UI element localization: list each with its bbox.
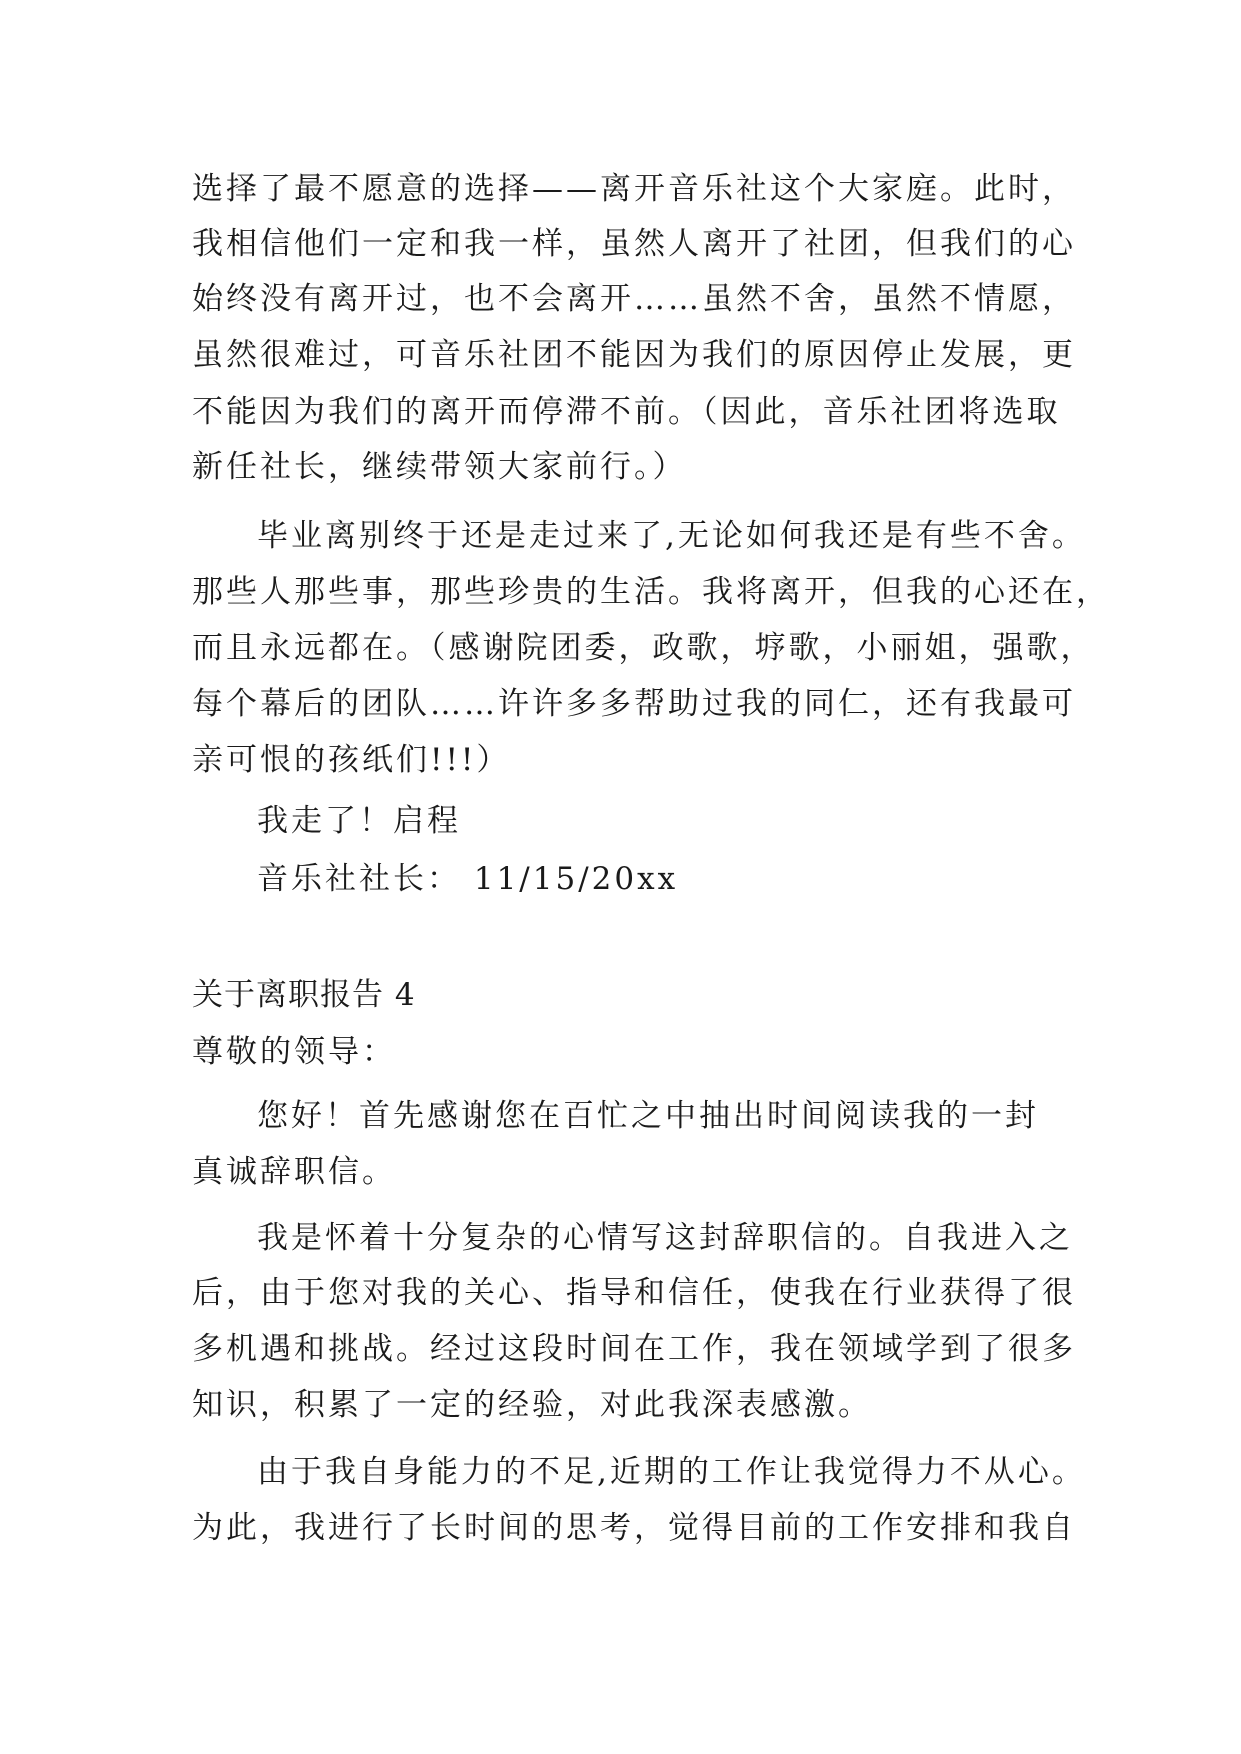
text-line: 而且永远都在。（感谢院团委，政歌，垿歌，小丽姐，强歌， — [192, 630, 1095, 666]
text-line: 始终没有离开过，也不会离开……虽然不舍，虽然不情愿， — [192, 281, 1076, 317]
text-line: 虽然很难过，可音乐社团不能因为我们的原因停止发展，更 — [192, 337, 1076, 373]
paragraph-start-line: 您好！首先感谢您在百忙之中抽出时间阅读我的一封 — [257, 1098, 1039, 1134]
text-line: 那些人那些事，那些珍贵的生活。我将离开，但我的心还在， — [192, 574, 1110, 610]
text-line: 我相信他们一定和我一样，虽然人离开了社团，但我们的心 — [192, 226, 1076, 262]
text-line: 真诚辞职信。 — [192, 1154, 396, 1190]
paragraph-start-line: 我是怀着十分复杂的心情写这封辞职信的。自我进入之 — [257, 1220, 1073, 1256]
text-line: 知识，积累了一定的经验，对此我深表感激。 — [192, 1387, 872, 1423]
salutation: 尊敬的领导： — [192, 1034, 396, 1070]
text-line: 新任社长，继续带领大家前行。） — [192, 449, 687, 485]
signature-line: 音乐社社长： 11/15/20xx — [257, 861, 679, 897]
text-line: 每个幕后的团队……许许多多帮助过我的同仁，还有我最可 — [192, 686, 1076, 722]
paragraph-start-line: 毕业离别终于还是走过来了,无论如何我还是有些不舍。 — [257, 518, 1086, 554]
text-line: 亲可恨的孩纸们!!!） — [192, 742, 511, 778]
text-line: 为此，我进行了长时间的思考，觉得目前的工作安排和我自 — [192, 1510, 1076, 1546]
text-line: 不能因为我们的离开而停滞不前。（因此，音乐社团将选取 — [192, 394, 1061, 430]
section-heading: 关于离职报告 4 — [192, 977, 416, 1013]
paragraph-start-line: 由于我自身能力的不足,近期的工作让我觉得力不从心。 — [257, 1454, 1086, 1490]
farewell-line: 我走了！启程 — [257, 803, 461, 839]
text-line: 后，由于您对我的关心、指导和信任，使我在行业获得了很 — [192, 1275, 1076, 1311]
text-line: 选择了最不愿意的选择——离开音乐社这个大家庭。此时， — [192, 171, 1076, 207]
text-line: 多机遇和挑战。经过这段时间在工作，我在领域学到了很多 — [192, 1331, 1076, 1367]
